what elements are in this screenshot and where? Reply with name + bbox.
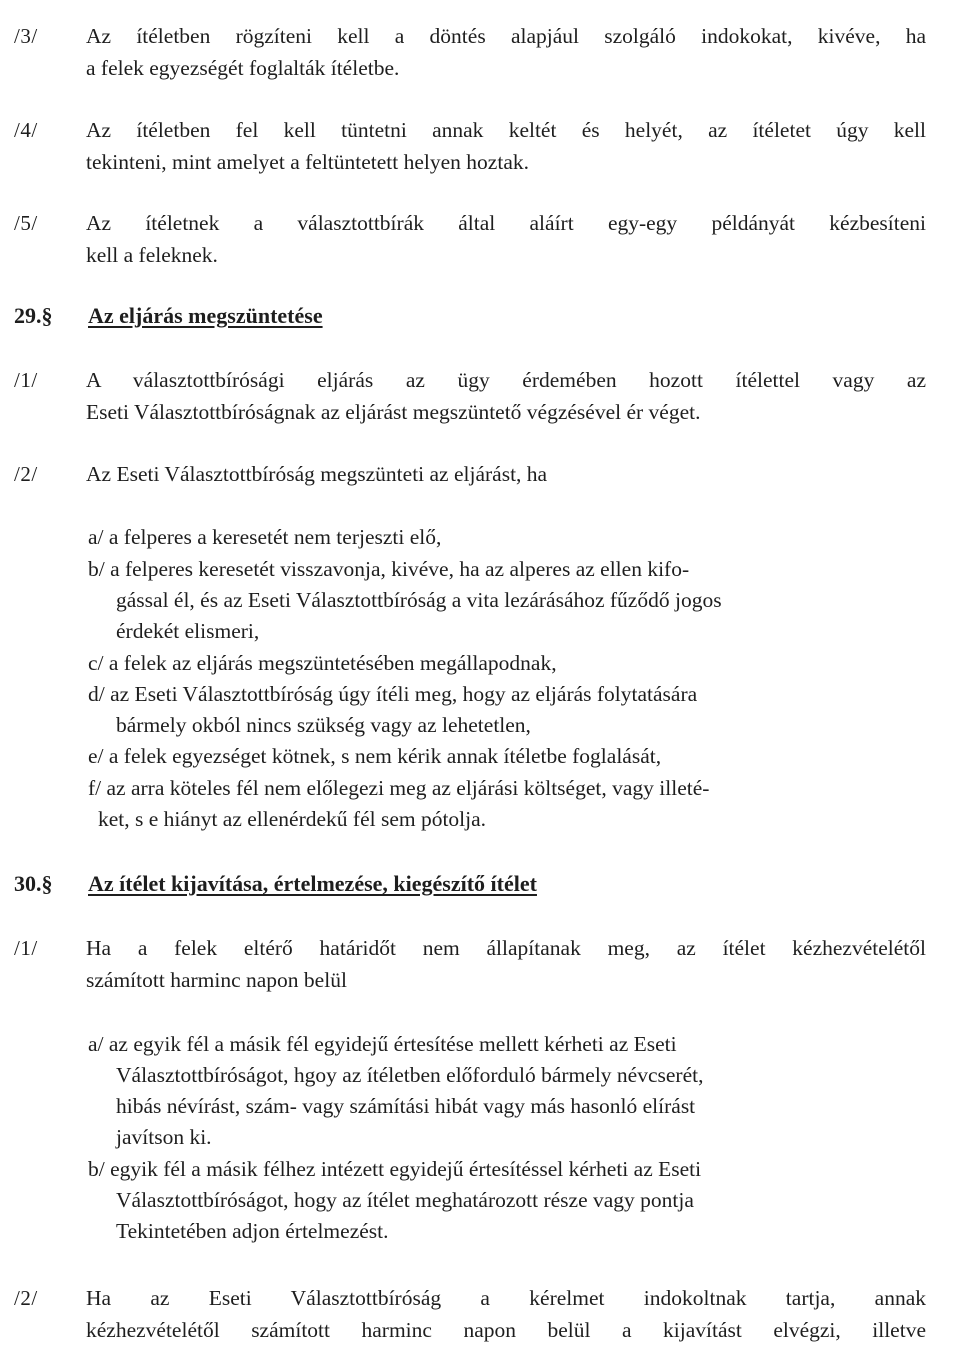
- section-title: Az eljárás megszüntetése: [88, 303, 323, 328]
- text-line: érdekét elismeri,: [116, 619, 260, 643]
- text-line: Választottbíróságot, hogy az ítélet meghatározott része vagy pontja: [116, 1188, 694, 1212]
- text-line: a felek egyezségét foglalták ítéletbe.: [86, 56, 400, 80]
- list-item: [88, 1029, 888, 1153]
- list-item: [88, 522, 888, 553]
- text-line: hibás névírást, szám- vagy számítási hibát vagy más hasonló elírást: [116, 1094, 696, 1118]
- paragraph-number: /2/: [14, 462, 38, 486]
- section-title: Az ítélet kijavítása, értelmezése, kiegészítő ítélet: [88, 871, 537, 896]
- list-item: [88, 741, 888, 772]
- paragraph-text: [86, 20, 926, 84]
- paragraph-text: [86, 114, 926, 178]
- text-line: Választottbíróságot, hgoy az ítéletben előforduló bármely névcserét,: [116, 1063, 704, 1087]
- text-line: Az Eseti Választottbíróság megszünteti az eljárást, ha: [86, 462, 548, 486]
- text-line: Az ítéletben fel kell tüntetni annak keltét és helyét, az ítéletet úgy kell: [86, 118, 926, 142]
- text-line: gással él, és az Eseti Választottbíróság a vita lezárásához fűződő jogos: [116, 588, 722, 612]
- text-line: a/ az egyik fél a másik fél egyidejű értesítése mellett kérheti az Eseti: [88, 1032, 677, 1056]
- list-item: [88, 773, 888, 835]
- section-number: 29.§: [14, 303, 53, 328]
- text-line: c/ a felek az eljárás megszüntetésében megállapodnak,: [88, 651, 557, 675]
- text-line: Az ítéletnek a választottbírák által aláírt egy-egy példányát kézbesíteni: [86, 211, 926, 235]
- list-item: [88, 648, 888, 679]
- text-line: A választottbírósági eljárás az ügy érdemében hozott ítélettel vagy az: [86, 368, 926, 392]
- text-line: d/ az Eseti Választottbíróság úgy ítéli meg, hogy az eljárás folytatására: [88, 682, 698, 706]
- list-item: [88, 1154, 888, 1247]
- paragraph-number: /3/: [14, 24, 38, 48]
- text-line: b/ egyik fél a másik félhez intézett egyidejű értesítéssel kérheti az Eseti: [88, 1157, 702, 1181]
- text-line: Ha a felek eltérő határidőt nem állapítanak meg, az ítélet kézhezvételétől: [86, 936, 926, 960]
- paragraph-number: /2/: [14, 1286, 38, 1310]
- text-line: Eseti Választottbíróságnak az eljárást megszüntető végzésével ér véget.: [86, 400, 701, 424]
- text-line: Ha az Eseti Választottbíróság a kérelmet indokoltnak tartja, annak: [86, 1286, 926, 1310]
- list-item: [88, 554, 888, 647]
- text-line: e/ a felek egyezséget kötnek, s nem kérik annak ítéletbe foglalását,: [88, 744, 662, 768]
- paragraph-text: [86, 932, 926, 996]
- section-number: 30.§: [14, 871, 53, 896]
- paragraph-number: /4/: [14, 118, 38, 142]
- text-line: bármely okból nincs szükség vagy az lehetetlen,: [116, 713, 531, 737]
- paragraph-number: /5/: [14, 211, 38, 235]
- paragraph-text: [86, 458, 926, 490]
- text-line: Tekintetében adjon értelmezést.: [116, 1219, 389, 1243]
- paragraph-number: /1/: [14, 936, 38, 960]
- paragraph-text: [86, 207, 926, 271]
- text-line: tekinteni, mint amelyet a feltüntetett helyen hoztak.: [86, 150, 529, 174]
- paragraph-text: [86, 1282, 926, 1346]
- list-item: [88, 679, 888, 741]
- text-line: Az ítéletben rögzíteni kell a döntés alapjául szolgáló indokokat, kivéve, ha: [86, 24, 926, 48]
- text-line: számított harminc napon belül: [86, 968, 347, 992]
- text-line: b/ a felperes keresetét visszavonja, kivéve, ha az alperes az ellen kifo-: [88, 557, 690, 581]
- text-line: ket, s e hiányt az ellenérdekű fél sem pótolja.: [98, 807, 487, 831]
- paragraph-number: /1/: [14, 368, 38, 392]
- text-line: javítson ki.: [116, 1125, 212, 1149]
- text-line: kell a feleknek.: [86, 243, 218, 267]
- text-line: f/ az arra köteles fél nem előlegezi meg az eljárási költséget, vagy illeté-: [88, 776, 710, 800]
- paragraph-text: [86, 364, 926, 428]
- text-line: kézhezvételétől számított harminc napon belül a kijavítást elvégzi, illetve: [86, 1318, 926, 1342]
- text-line: a/ a felperes a keresetét nem terjeszti elő,: [88, 525, 442, 549]
